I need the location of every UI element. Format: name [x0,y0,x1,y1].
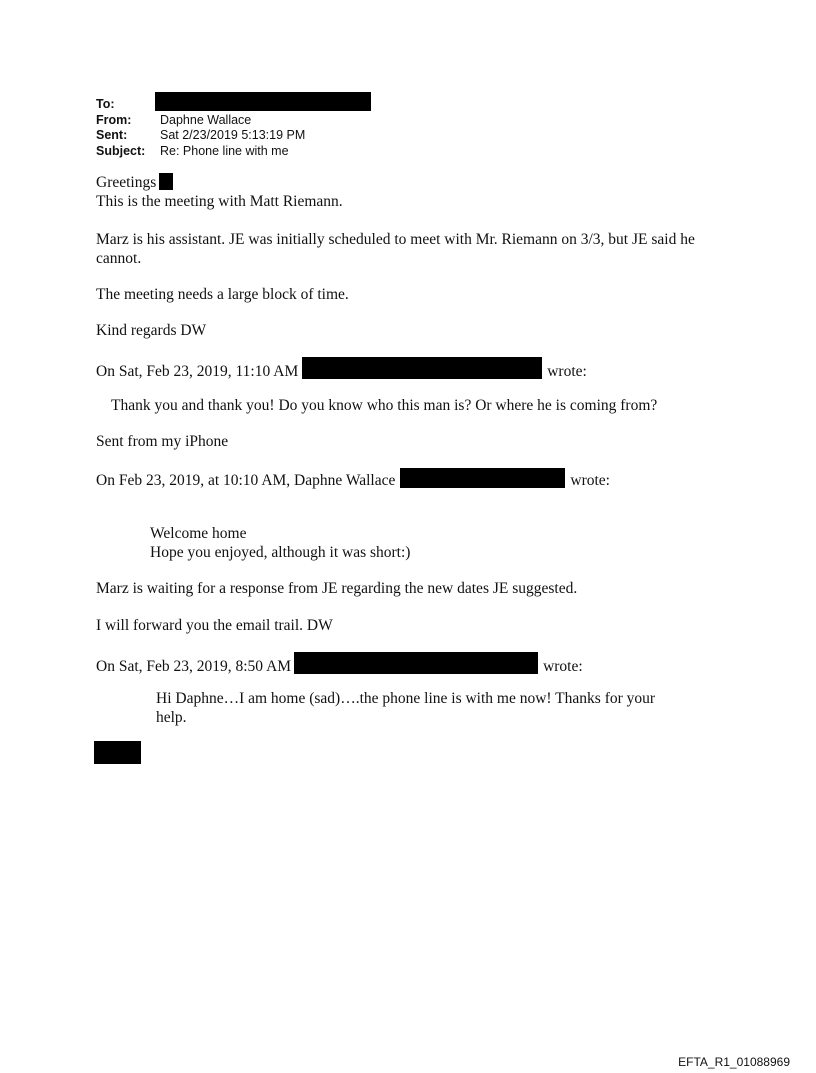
forward-line: I will forward you the email trail. DW [96,617,333,634]
hope-line: Hope you enjoyed, although it was short:) [150,544,411,561]
document-id: EFTA_R1_01088969 [678,1055,790,1069]
quote3-suffix: wrote: [543,658,583,675]
sent-row [96,128,371,144]
sent-from-line: Sent from my iPhone [96,433,229,450]
greeting-text: Greetings [96,174,157,191]
from-label: From: [96,112,132,127]
to-label: To: [96,97,115,111]
reply-thanks-line: Thank you and thank you! Do you know who this man is? Or where he is coming from? [111,397,658,414]
original-message: Hi Daphne…I am home (sad)….the phone line is with me now! Thanks for your help. [156,690,656,726]
quote1-attribution [96,357,736,381]
marz-paragraph: Marz is his assistant. JE was initially scheduled to meet with Mr. Riemann on 3/3, but JE said he cannot. [96,231,695,267]
sent-label: Sent: [96,128,128,142]
quote3-attribution [96,652,736,676]
email-header [96,97,371,159]
subject-row [96,144,371,160]
redacted-email-2 [400,468,565,488]
redacted-sender-1 [302,357,542,379]
quote1-suffix: wrote: [547,363,587,380]
greeting-line [96,173,736,192]
to-row [96,97,371,113]
quote3-prefix: On Sat, Feb 23, 2019, 8:50 AM [96,658,292,675]
quote2-suffix: wrote: [570,472,610,489]
meeting-line: This is the meeting with Matt Riemann. [96,193,343,210]
sent-value: Sat 2/23/2019 5:13:19 PM [160,128,306,142]
from-value: Daphne Wallace [160,112,252,127]
welcome-line: Welcome home [150,525,247,542]
quote2-attribution [96,468,736,490]
redacted-greeting-name [159,173,173,190]
subject-value: Re: Phone line with me [160,143,289,158]
signoff-line: Kind regards DW [96,322,207,339]
quote1-prefix: On Sat, Feb 23, 2019, 11:10 AM [96,363,299,380]
redacted-signature [94,741,141,764]
subject-label: Subject: [96,143,146,158]
redacted-recipient [155,92,371,111]
from-row [96,113,371,129]
waiting-line: Marz is waiting for a response from JE regarding the new dates JE suggested. [96,580,578,597]
quote2-prefix: On Feb 23, 2019, at 10:10 AM, Daphne Wallace [96,472,396,489]
block-of-time-line: The meeting needs a large block of time. [96,286,349,303]
redacted-sender-3 [294,652,538,674]
